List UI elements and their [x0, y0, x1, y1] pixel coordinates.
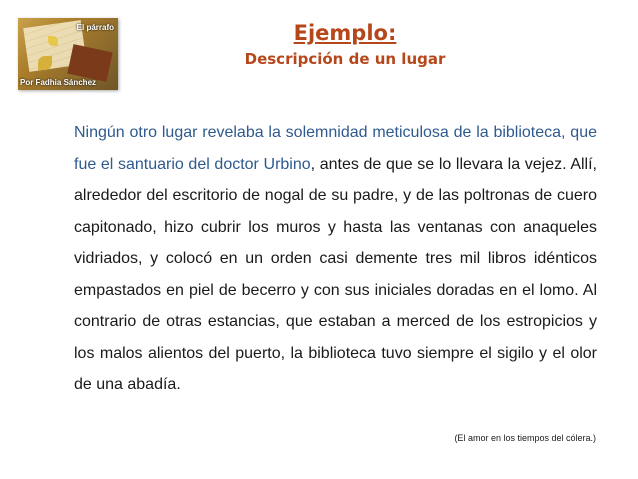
slide-header: [0, 20, 638, 70]
thumbnail-author: Por Fadhia Sánchez: [20, 78, 97, 87]
thumbnail-title: El párrafo: [76, 23, 114, 32]
highlighted-text: Ningún otro lugar revelaba la solemnidad meticulosa de la biblioteca, que fue el santuario del doctor Urbino: [74, 124, 597, 173]
body-paragraph: [74, 117, 597, 401]
slide-title: Ejemplo:: [293, 21, 397, 45]
citation: (El amor en los tiempos del cólera.): [454, 433, 596, 443]
paragraph-text: , antes de que se lo llevara la vejez. Allí, alrededor del escritorio de nogal de su padre, y de las poltronas de cuero capitonado, hizo cubrir los muros y hasta las ventanas con anaqueles vidriados, y colocó en un orden casi demente tres mil libros idénticos empastados en piel de becerro y con sus iniciales doradas en el lomo. Al contrario de otras estancias, que estaban a merced de los estropicios y los malos alientos del puerto, la biblioteca tuvo siempre el sigilo y el olor de una abadía.: [74, 155, 597, 393]
slide-subtitle: Descripción de un lugar: [244, 50, 446, 68]
